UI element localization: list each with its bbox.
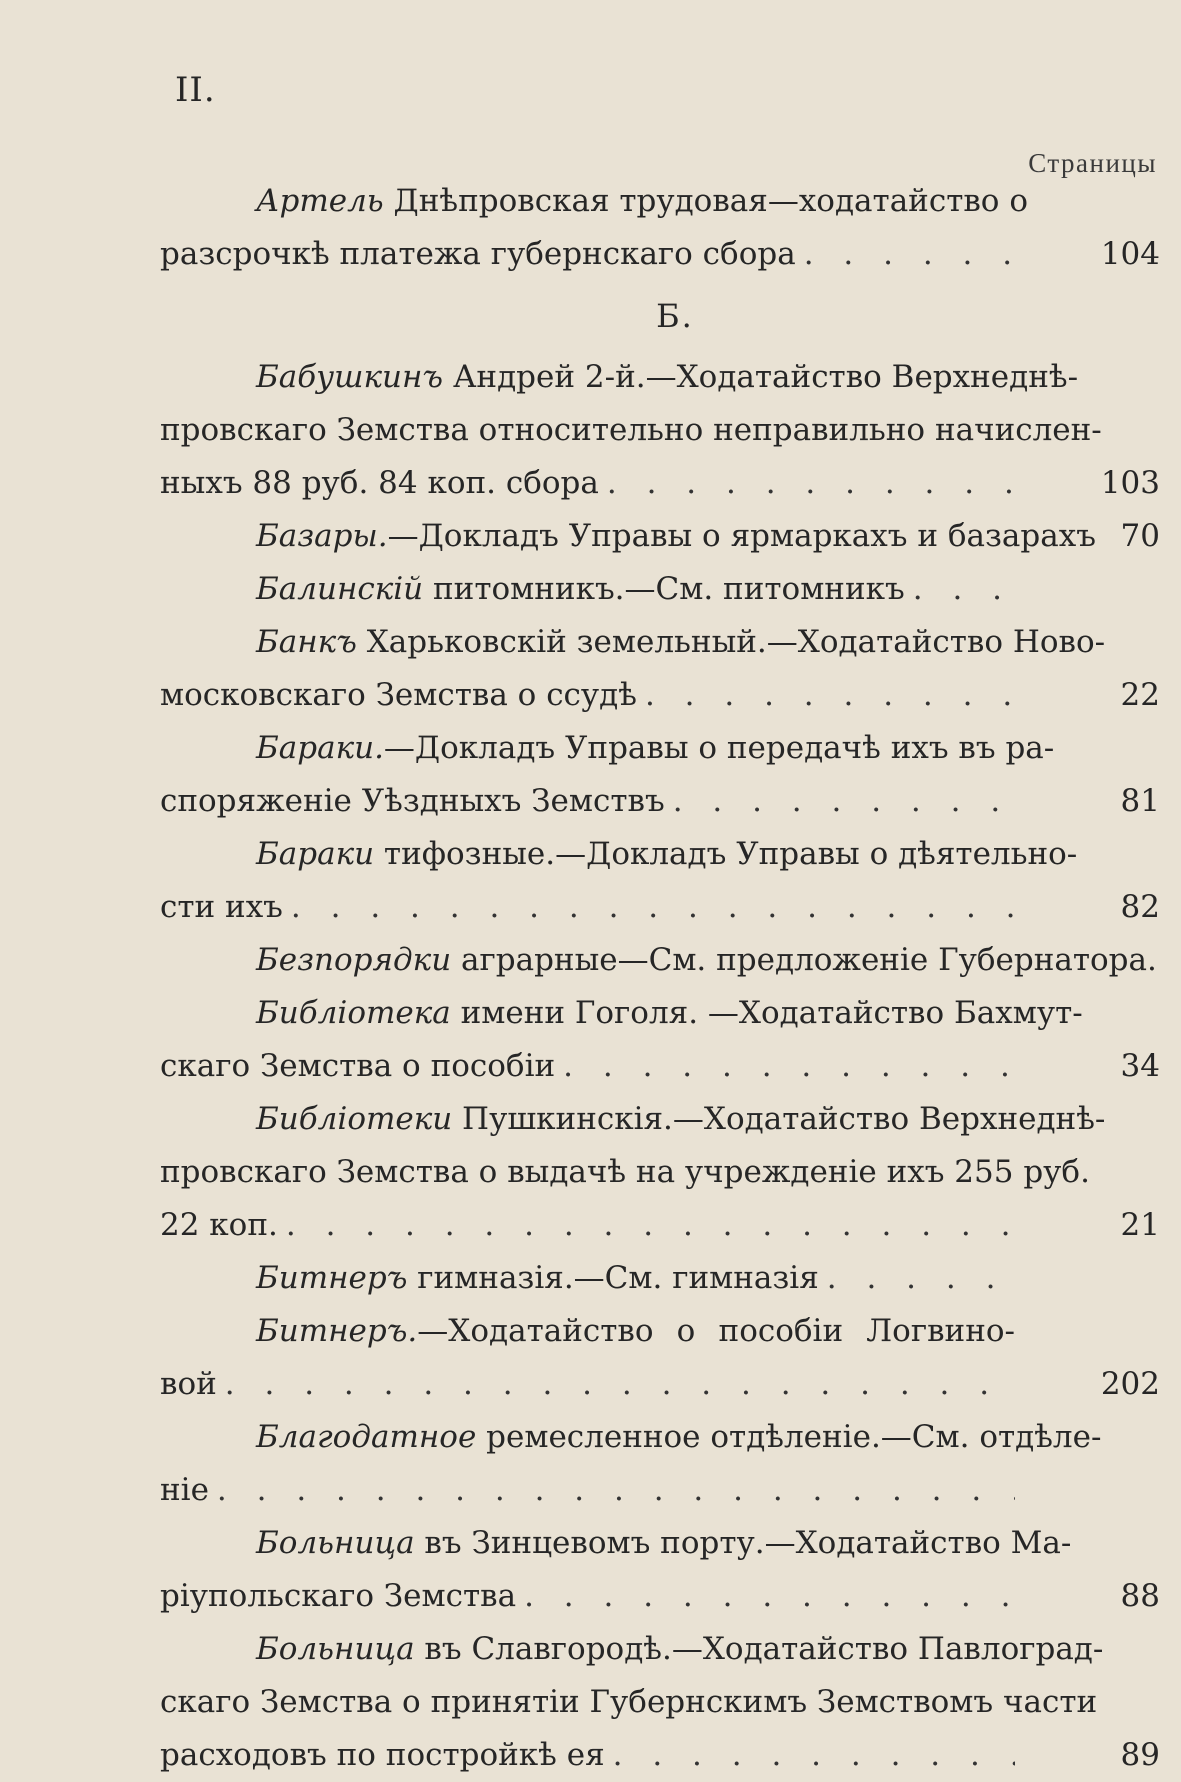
entry-first-line	[160, 510, 1096, 563]
entry-term: Битнеръ.	[256, 1313, 418, 1349]
entry-term: Базары.	[256, 518, 388, 554]
roman-numeral: II.	[175, 70, 216, 110]
dot-leader	[665, 775, 1015, 828]
entry-first-line	[160, 351, 1079, 404]
entry-text: гимназія.—См. гимназія	[407, 1260, 819, 1296]
page-number: 103	[1100, 465, 1160, 501]
dot-leader	[555, 1040, 1015, 1093]
entry-text: расходовъ по постройкѣ ея	[160, 1737, 605, 1773]
entry-text: имени Гоголя. —Ходатайство Бахмут-	[450, 995, 1083, 1031]
index-entry	[160, 722, 1160, 828]
entry-term: Библіотека	[256, 995, 451, 1031]
index-entry	[160, 828, 1160, 934]
entry-last-line	[160, 1358, 1015, 1411]
entry-text: Харьковскій земельный.—Ходатайство Ново-	[356, 624, 1106, 660]
entry-text: Пушкинскія.—Ходатайство Верхнеднѣ-	[452, 1101, 1106, 1137]
index-entry	[160, 1411, 1160, 1517]
entry-text: споряженіе Уѣздныхъ Земствъ	[160, 783, 665, 819]
entry-text: ныхъ 88 руб. 84 коп. сбора	[160, 465, 599, 501]
entry-term: Банкъ	[256, 624, 357, 660]
entry-term: Артель	[256, 183, 384, 219]
entry-last-line	[160, 775, 1015, 828]
page-number: 104	[1100, 236, 1160, 272]
entry-text: аграрные—См. предложеніе Губернатора.	[451, 942, 1157, 978]
entry-first-line	[160, 722, 1055, 775]
entry-text: скаго Земства о пособіи	[160, 1048, 556, 1084]
page-number: 202	[1100, 1366, 1160, 1402]
entry-text: —Докладъ Управы о передачѣ ихъ въ ра-	[383, 730, 1055, 766]
dot-leader	[605, 1729, 1015, 1782]
entry-term: Балинскій	[256, 571, 424, 607]
entry-text: питомникъ.—См. питомникъ	[423, 571, 905, 607]
entry-last-line	[160, 1570, 1015, 1623]
dot-leader	[796, 228, 1015, 281]
entry-term: Библіотеки	[256, 1101, 453, 1137]
entry-text: вой	[160, 1366, 217, 1402]
entry-first-line	[160, 175, 1028, 228]
entry-text: Андрей 2-й.—Ходатайство Верхнеднѣ-	[443, 359, 1079, 395]
entry-term: Битнеръ	[256, 1260, 408, 1296]
dot-leader	[637, 669, 1015, 722]
entry-last-line	[160, 881, 1015, 934]
entry-term: Бараки.	[256, 730, 384, 766]
index-entry	[160, 987, 1160, 1093]
entry-last-line	[160, 1199, 1015, 1252]
entry-last-line	[160, 228, 1015, 281]
page-number: 81	[1120, 783, 1160, 819]
entry-last-line	[160, 1040, 1015, 1093]
entry-first-line	[160, 1252, 1015, 1305]
entry-text: ніе	[160, 1472, 209, 1508]
index-entry	[160, 563, 1160, 616]
entry-text: тифозные.—Докладъ Управы о дѣятельно-	[374, 836, 1078, 872]
index-entry	[160, 1093, 1160, 1252]
entry-text: —Ходатайство о пособіи Логвино-	[417, 1313, 1015, 1349]
entry-text: въ Славгородѣ.—Ходатайство Павлоград-	[414, 1631, 1104, 1667]
dot-leader	[217, 1358, 1015, 1411]
index-entry	[160, 616, 1160, 722]
entry-first-line	[160, 828, 1078, 881]
entry-text: московскаго Земства о ссудѣ	[160, 677, 637, 713]
entry-text: ріупольскаго Земства	[160, 1578, 517, 1614]
entry-continuation-line: скаго Земства о принятіи Губернскимъ Земствомъ части	[160, 1684, 1098, 1720]
entry-last-line	[160, 1464, 1015, 1517]
entry-text: Днѣпровская трудовая—ходатайство о	[383, 183, 1028, 219]
entry-first-line	[160, 1411, 1102, 1464]
index-entry	[160, 1623, 1160, 1782]
entry-continuation-line: провскаго Земства о выдачѣ на учрежденіе ихъ 255 руб.	[160, 1154, 1090, 1190]
page-number: 34	[1120, 1048, 1160, 1084]
entry-first-line	[160, 1093, 1106, 1146]
index-entries	[160, 175, 1160, 1782]
entry-term: Безпорядки	[256, 942, 452, 978]
entry-continuation-line: провскаго Земства относительно неправильно начислен-	[160, 412, 1102, 448]
entry-first-line	[160, 616, 1106, 669]
entry-text: ремесленное отдѣленіе.—См. отдѣле-	[476, 1419, 1102, 1455]
page-number: 89	[1120, 1737, 1160, 1773]
entry-text: 22 коп.	[160, 1207, 278, 1243]
dot-leader	[283, 881, 1015, 934]
entry-first-line	[160, 987, 1083, 1040]
entry-term: Больница	[256, 1525, 415, 1561]
entry-term: Бабушкинъ	[256, 359, 444, 395]
index-entry	[160, 175, 1160, 281]
page-number: 82	[1120, 889, 1160, 925]
index-entry	[160, 351, 1160, 510]
index-entry	[160, 1305, 1160, 1411]
index-entry	[160, 510, 1160, 563]
entry-first-line	[160, 934, 1157, 987]
page-number: 70	[1120, 518, 1160, 554]
entry-text: разсрочкѣ платежа губернскаго сбора	[160, 236, 796, 272]
dot-leader	[819, 1252, 1015, 1305]
entry-text: сти ихъ	[160, 889, 283, 925]
dot-leader	[209, 1464, 1015, 1517]
entry-text: въ Зинцевомъ порту.—Ходатайство Ма-	[414, 1525, 1072, 1561]
dot-leader	[516, 1570, 1015, 1623]
entry-term: Больница	[256, 1631, 415, 1667]
entry-term: Благодатное	[256, 1419, 477, 1455]
page-number: 21	[1120, 1207, 1160, 1243]
dot-leader	[278, 1199, 1015, 1252]
dot-leader	[599, 457, 1015, 510]
dot-leader	[905, 563, 1015, 616]
section-letter: Б.	[656, 297, 694, 335]
index-entry	[160, 1252, 1160, 1305]
index-entry	[160, 934, 1160, 987]
entry-last-line	[160, 669, 1015, 722]
pages-column-heading: Страницы	[1028, 148, 1157, 178]
index-entry	[160, 1517, 1160, 1623]
entry-last-line	[160, 457, 1015, 510]
entry-text: —Докладъ Управы о ярмаркахъ и базарахъ	[387, 518, 1096, 554]
entry-first-line	[160, 1517, 1072, 1570]
page-number: 22	[1120, 677, 1160, 713]
entry-last-line	[160, 1729, 1015, 1782]
entry-first-line	[160, 1305, 1015, 1358]
page-number: 88	[1120, 1578, 1160, 1614]
entry-first-line	[160, 1623, 1104, 1676]
entry-term: Бараки	[256, 836, 375, 872]
entry-first-line	[160, 563, 1015, 616]
